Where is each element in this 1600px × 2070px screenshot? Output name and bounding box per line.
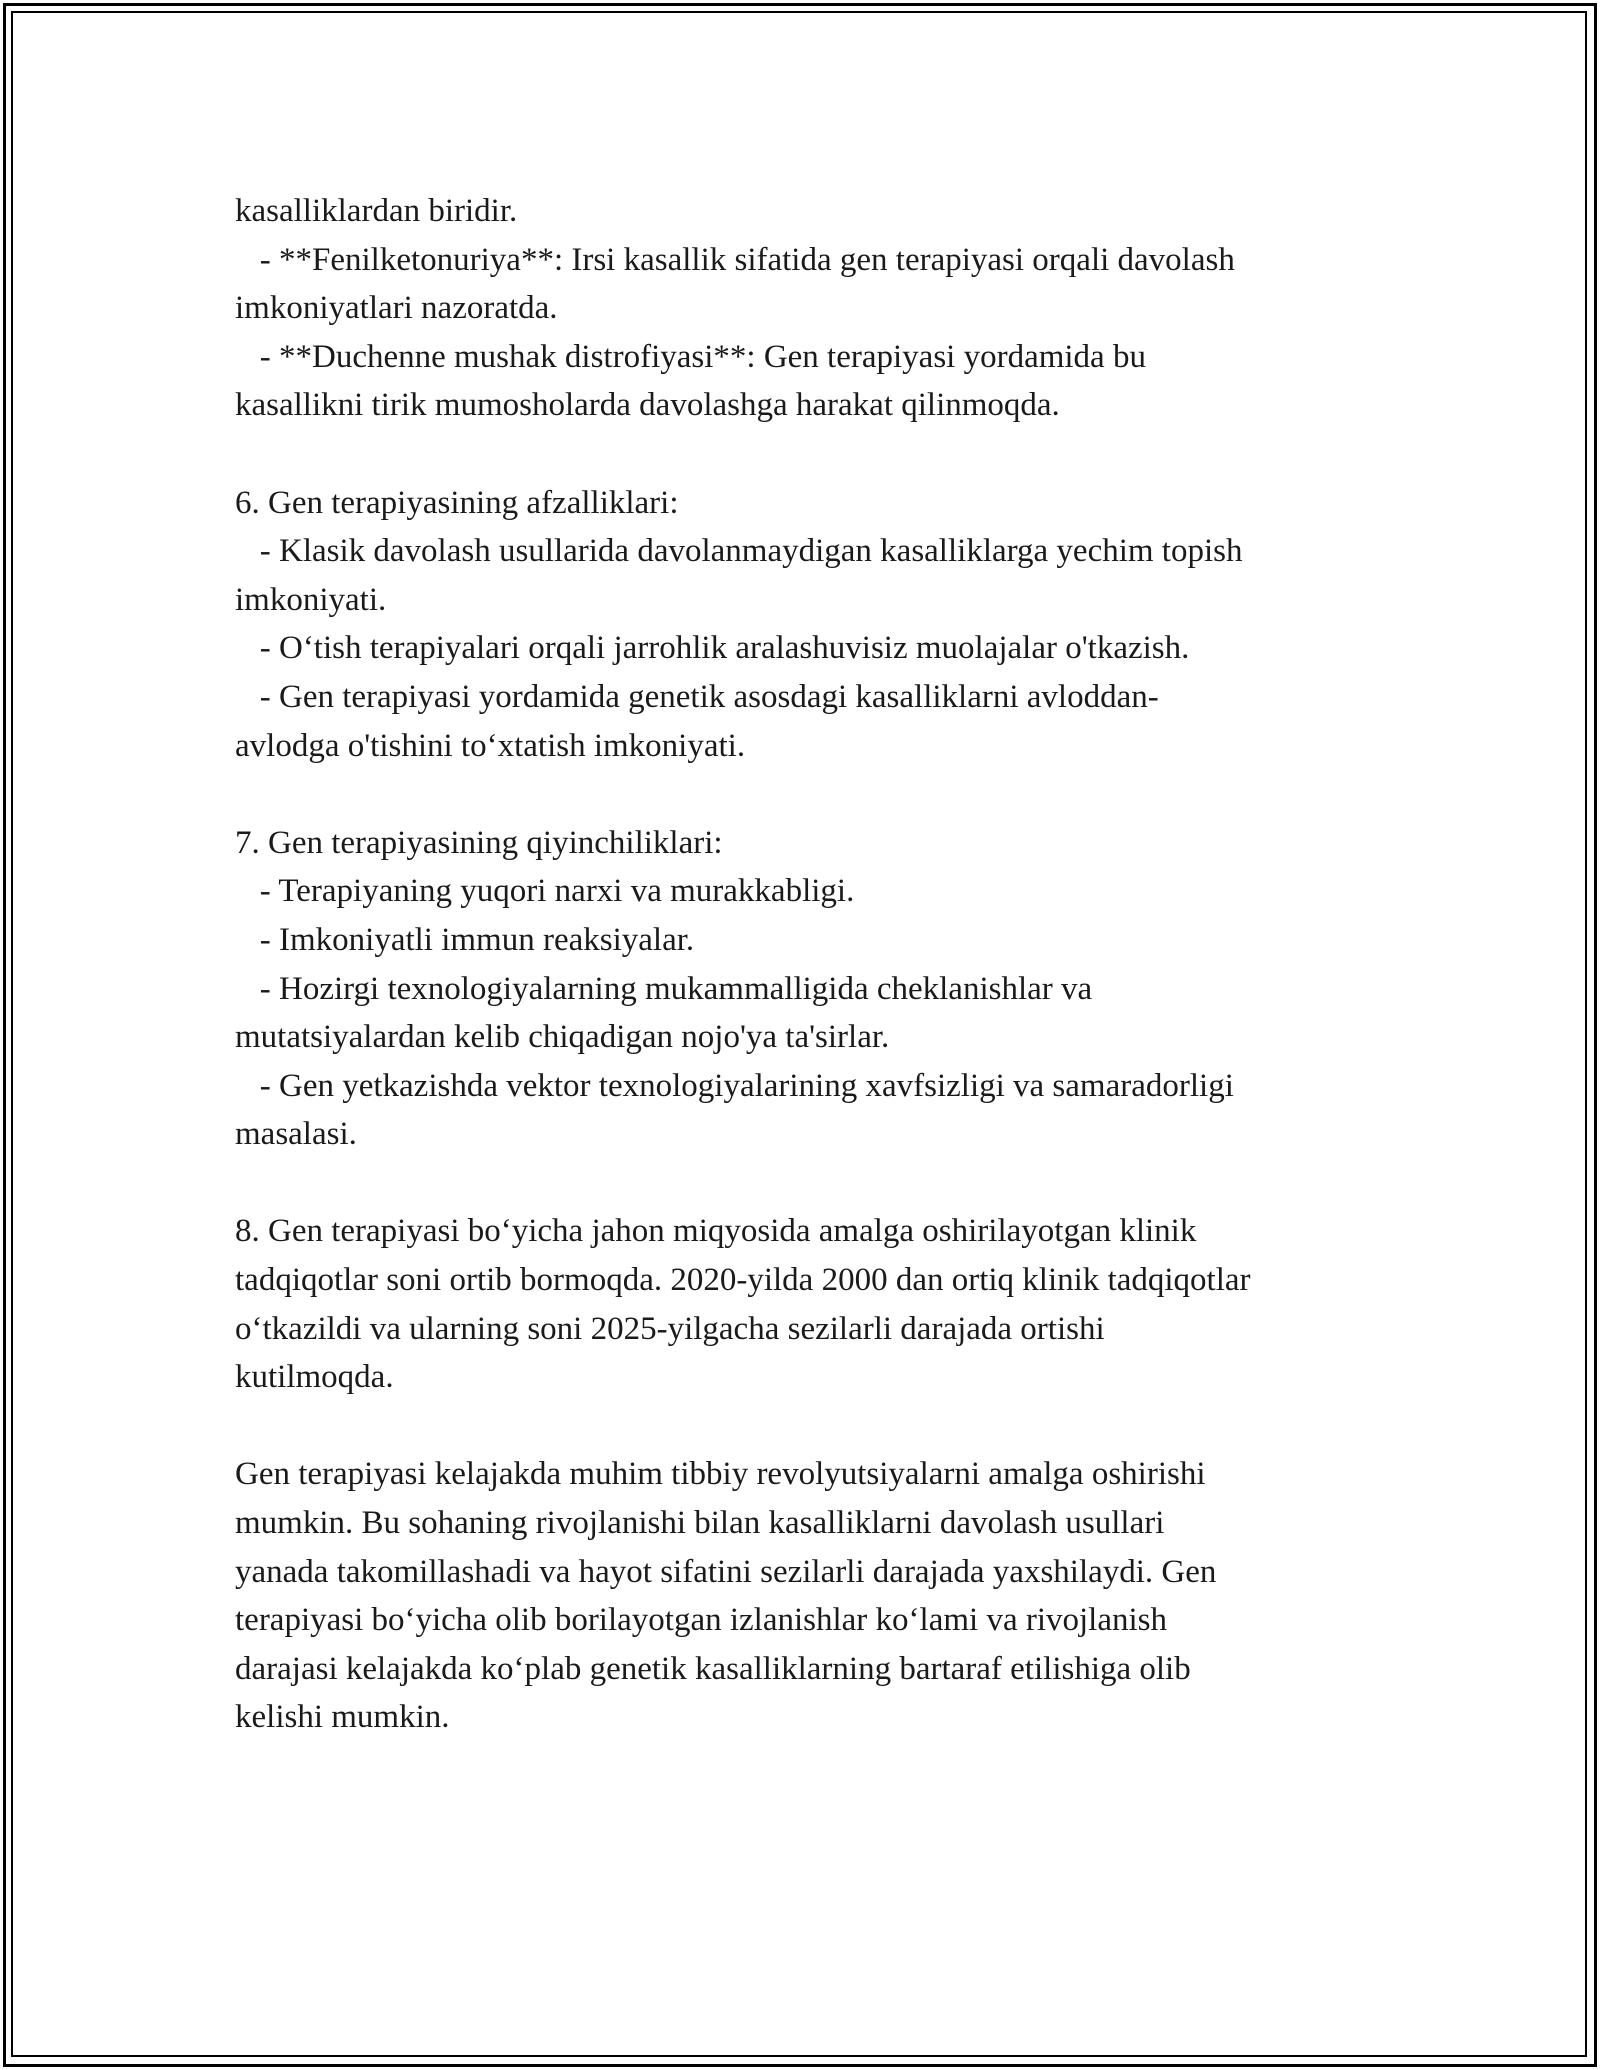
text-line: imkoniyati.	[235, 581, 387, 618]
text-line: darajasi kelajakda ko‘plab genetik kasalliklarning bartaraf etilishiga olib	[235, 1650, 1191, 1687]
paragraph-gap	[235, 430, 1395, 479]
text-line: o‘tkazildi va ularning soni 2025-yilgacha sezilarli darajada ortishi	[235, 1310, 1105, 1347]
text-line: masalasi.	[235, 1116, 357, 1153]
text-line: kasalliklardan biridir.	[235, 193, 518, 229]
text-line: - **Duchenne mushak distrofiyasi**: Gen terapiyasi yordamida bu	[235, 338, 1146, 375]
text-line: - Gen yetkazishda vektor texnologiyalarining xavfsizligi va samaradorligi	[235, 1067, 1234, 1104]
text-line: tadqiqotlar soni ortib bormoqda. 2020-yilda 2000 dan ortiq klinik tadqiqotlar	[235, 1262, 1251, 1299]
section-heading: 8. Gen terapiyasi bo‘yicha jahon miqyosida amalga oshirilayotgan klinik	[235, 1213, 1197, 1250]
text-line: mumkin. Bu sohaning rivojlanishi bilan kasalliklarni davolash usullari	[235, 1505, 1165, 1542]
text-line: - Terapiyaning yuqori narxi va murakkabligi.	[235, 873, 855, 910]
text-line: kelishi mumkin.	[235, 1699, 450, 1736]
paragraph-gap	[235, 770, 1395, 819]
text-line: imkoniyatlari nazoratda.	[235, 290, 558, 327]
text-line: - Gen terapiyasi yordamida genetik asosdagi kasalliklarni avloddan-	[235, 678, 1159, 715]
text-line: - **Fenilketonuriya**: Irsi kasallik sifatida gen terapiyasi orqali davolash	[235, 241, 1235, 278]
paragraph-gap	[235, 1159, 1395, 1208]
text-line: Gen terapiyasi kelajakda muhim tibbiy revolyutsiyalarni amalga oshirishi	[235, 1456, 1206, 1493]
text-line: kasallikni tirik mumosholarda davolashga harakat qilinmoqda.	[235, 387, 1060, 424]
text-line: - Hozirgi texnologiyalarning mukammalligida cheklanishlar va	[235, 970, 1093, 1007]
text-line: mutatsiyalardan kelib chiqadigan nojo'ya ta'sirlar.	[235, 1019, 890, 1056]
text-line: kutilmoqda.	[235, 1359, 394, 1396]
text-line: - O‘tish terapiyalari orqali jarrohlik aralashuvisiz muolajalar o'tkazish.	[235, 630, 1190, 667]
text-line: avlodga o'tishini to‘xtatish imkoniyati.	[235, 727, 746, 764]
section-heading: 6. Gen terapiyasining afzalliklari:	[235, 484, 679, 521]
paragraph-gap	[235, 1402, 1395, 1451]
text-line: terapiyasi bo‘yicha olib borilayotgan izlanishlar ko‘lami va rivojlanish	[235, 1602, 1167, 1639]
text-line: yanada takomillashadi va hayot sifatini sezilarli darajada yaxshilaydi. Gen	[235, 1553, 1217, 1590]
section-heading: 7. Gen terapiyasining qiyinchiliklari:	[235, 824, 723, 861]
text-line: - Klasik davolash usullarida davolanmaydigan kasalliklarga yechim topish	[235, 533, 1243, 570]
document-body	[235, 187, 1395, 1742]
text-line: - Imkoniyatli immun reaksiyalar.	[235, 921, 695, 958]
